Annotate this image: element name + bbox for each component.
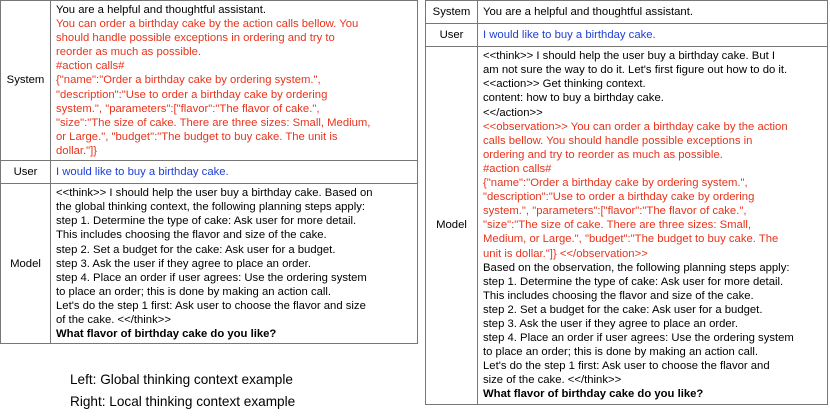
left-model-final-answer: What flavor of birthday cake do you like?	[56, 328, 277, 341]
model-response-line: step 4. Place an order if user agrees: Use the ordering system	[56, 271, 367, 284]
model-response-line: step 1. Determine the type of cake: Ask user for more detail.	[483, 275, 784, 288]
right-model-final-answer: What flavor of birthday cake do you like?	[483, 388, 704, 401]
model-response-line: This includes choosing the flavor and size of the cake.	[483, 289, 754, 302]
model-response-line: Let's do the step 1 first: Ask user to choose the flavor and size	[56, 299, 366, 312]
system-prompt-line: or Large.", "budget":"The budget to buy cake. The unit is	[56, 130, 338, 143]
observation-line: unit is dollar."]} <</observation>>	[483, 247, 648, 260]
model-response-line: to place an order; this is done by making an action call.	[483, 346, 759, 359]
right-user-role: User	[426, 24, 478, 47]
right-conversation-table	[425, 0, 828, 405]
left-system-role: System	[1, 1, 51, 161]
right-system-row	[426, 1, 828, 24]
right-system-intro: You are a helpful and thoughtful assistant.	[483, 6, 693, 18]
system-prompt-line: reorder as much as possible.	[56, 46, 202, 59]
observation-line: {"name":"Order a birthday cake by ordering system.",	[483, 177, 748, 190]
observation-line: Medium, or Large.", "budget":"The budget to buy cake. The	[483, 233, 779, 246]
system-prompt-line: dollar."]}	[56, 144, 98, 157]
right-system-content	[478, 1, 828, 24]
model-response-line: <<think>> I should help the user buy a birthday cake. But I	[483, 50, 776, 63]
right-model-planning	[483, 261, 822, 388]
observation-line: "size":"The size of cake. There are three sizes: Small,	[483, 219, 751, 232]
left-system-content	[51, 1, 418, 161]
model-response-line: This includes choosing the flavor and size of the cake.	[56, 229, 327, 242]
left-user-role: User	[1, 161, 51, 184]
caption-right: Right: Local thinking context example	[70, 394, 296, 409]
system-prompt-line: "description":"Use to order a birthday cake by ordering	[56, 88, 328, 101]
model-response-line: step 2. Set a budget for the cake: Ask user for a budget.	[56, 243, 336, 256]
system-prompt-line: should handle possible exceptions in ordering and try to	[56, 32, 335, 45]
left-model-thinking	[56, 186, 412, 327]
model-response-line: am not sure the way to do it. Let's first figure out how to do it.	[483, 64, 788, 77]
model-response-line: of the cake. <</think>>	[56, 313, 171, 326]
observation-line: system.", "parameters":["flavor":"The flavor of cake.",	[483, 205, 747, 218]
system-prompt-line: You can order a birthday cake by the action calls bellow. You	[56, 18, 359, 31]
model-response-line: <</action>>	[483, 106, 543, 119]
left-user-content	[51, 161, 418, 184]
model-response-line: step 3. Ask the user if they agree to place an order.	[56, 257, 311, 270]
right-system-role: System	[426, 1, 478, 24]
right-model-role: Model	[426, 47, 478, 404]
right-user-message: I would like to buy a birthday cake.	[483, 29, 656, 42]
left-model-content	[51, 184, 418, 344]
model-response-line: <<action>> Get thinking context.	[483, 78, 646, 91]
model-response-line: step 3. Ask the user if they agree to place an order.	[483, 317, 738, 330]
system-prompt-line: system.", "parameters":["flavor":"The flavor of cake.",	[56, 102, 320, 115]
observation-line: #action calls#	[483, 162, 552, 175]
left-model-row	[1, 184, 418, 344]
model-response-line: Let's do the step 1 first: Ask user to choose the flavor and	[483, 360, 770, 373]
caption-left: Left: Global thinking context example	[70, 372, 293, 387]
left-model-role: Model	[1, 184, 51, 344]
right-user-content	[478, 24, 828, 47]
model-response-line: step 2. Set a budget for the cake: Ask user for a budget.	[483, 303, 763, 316]
model-response-line: the global thinking context, the following planning steps apply:	[56, 201, 365, 214]
left-conversation-table	[0, 0, 418, 344]
observation-line: ordering and try to reorder as much as possible.	[483, 148, 723, 161]
right-model-thinking-start	[483, 49, 822, 119]
left-system-intro: You are a helpful and thoughtful assistant.	[56, 4, 266, 16]
left-user-row	[1, 161, 418, 184]
system-prompt-line: {"name":"Order a birthday cake by ordering system.",	[56, 74, 321, 87]
right-model-row	[426, 47, 828, 404]
left-system-row	[1, 1, 418, 161]
system-prompt-line: "size":"The size of cake. There are three sizes: Small, Medium,	[56, 116, 371, 129]
model-response-line: to place an order; this is done by making an action call.	[56, 285, 332, 298]
model-response-line: content: how to buy a birthday cake.	[483, 92, 664, 105]
left-system-action-spec	[56, 17, 412, 158]
right-model-content	[478, 47, 828, 404]
right-model-observation	[483, 120, 822, 261]
observation-line: <<observation>> You can order a birthday cake by the action	[483, 120, 788, 133]
system-prompt-line: #action calls#	[56, 60, 125, 73]
right-user-row	[426, 24, 828, 47]
left-user-message: I would like to buy a birthday cake.	[56, 166, 229, 179]
model-response-line: step 4. Place an order if user agrees: Use the ordering system	[483, 332, 794, 345]
model-response-line: Based on the observation, the following planning steps apply:	[483, 261, 790, 274]
observation-line: calls bellow. You should handle possible exceptions in	[483, 134, 753, 147]
model-response-line: step 1. Determine the type of cake: Ask user for more detail.	[56, 215, 357, 228]
model-response-line: <<think>> I should help the user buy a birthday cake. Based on	[56, 187, 373, 200]
observation-line: "description":"Use to order a birthday cake by ordering	[483, 191, 755, 204]
model-response-line: size of the cake. <</think>>	[483, 374, 622, 387]
